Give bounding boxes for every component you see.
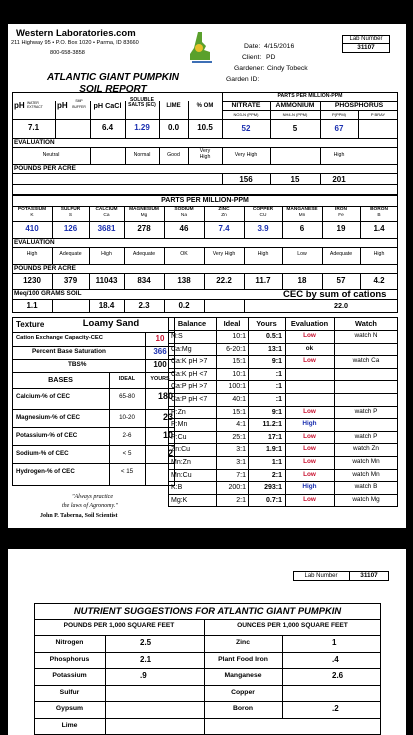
p-sub-bray: P BRAY (370, 112, 386, 117)
cec-sum-value: 22.0 (334, 301, 348, 310)
col-boron: BORON (370, 207, 388, 212)
lbs-phosphorus: 201 (332, 175, 346, 184)
balance-row-evaluation: Low (303, 432, 316, 440)
suggestion-right-name: Boron (232, 705, 253, 712)
balance-row-watch: watch N (354, 332, 378, 339)
col-potassium-symbol: K (30, 213, 34, 218)
balance-header-watch: Watch (355, 319, 377, 328)
balance-header-evaluation: Evaluation (290, 319, 329, 328)
col-lime: LIME (166, 103, 181, 109)
meq-potassium: 1.1 (26, 301, 38, 310)
suggestion-left-value: 2.5 (140, 638, 152, 647)
lbs-nitrate: 156 (239, 175, 253, 184)
eval-sodium: OK (180, 251, 188, 257)
col-copper-symbol: CU (259, 213, 267, 218)
col-phosphorus: PHOSPHORUS (334, 102, 384, 109)
eval-zinc: Very High (212, 251, 236, 257)
balance-row-ideal: 15:1 (232, 408, 246, 416)
right-header: OUNCES PER 1,000 SQUARE FEET (237, 622, 348, 629)
bases-row-yours: 180 (157, 391, 173, 401)
balance-row-evaluation: High (302, 420, 317, 428)
col-zinc: ZINC (218, 207, 230, 212)
balance-row-evaluation: Low (303, 458, 316, 465)
bases-row-label: Sodium-% of CEC (16, 450, 69, 457)
col-sulfur-symbol: S (68, 213, 73, 218)
texture-label: Texture (16, 320, 45, 329)
balance-row-watch: watch B (354, 483, 378, 491)
eval-soluble-salts: Normal (133, 152, 151, 158)
col-zinc-symbol: Zn (221, 213, 227, 218)
suggestion-left-name: Sulfur (59, 688, 80, 696)
col-smp-sub: BUFFER (72, 105, 86, 109)
balance-row-yours: 1.9:1 (266, 446, 282, 454)
gardener-value: Cindy Tobeck (267, 65, 308, 72)
lab-number-label-2: Lab Number (304, 573, 338, 579)
balance-row-watch: watch Mn (352, 458, 380, 465)
col-iron: IRON (335, 207, 347, 212)
suggestion-left-name: Gypsum (55, 705, 84, 712)
suggestion-left-name: Phosphorus (49, 655, 90, 663)
balance-header-yours: Yours (256, 319, 277, 328)
bases-row-label: Hydrogen-% of CEC (16, 468, 75, 475)
balance-row-ideal: 200:1 (228, 484, 246, 492)
balance-row-name: Ca:K pH <7 (171, 370, 208, 378)
col-magnesium: MAGNESIUM (129, 207, 159, 212)
val-soluble-salts: 1.29 (134, 123, 150, 132)
eval-potassium: High (26, 251, 38, 257)
balance-row-yours: 293:1 (264, 484, 282, 492)
col-calcium: CALCIUM (95, 207, 118, 212)
balance-row-watch: watch P (354, 432, 378, 440)
suggestion-right-name: Copper (231, 688, 255, 696)
val-zinc: 7.4 (218, 224, 230, 233)
balance-row-watch: watch Zn (353, 445, 379, 453)
col-sodium-symbol: Na (180, 213, 188, 218)
quote-line2: the laws of Agronomy." (62, 503, 118, 509)
suggestion-right-value: .4 (332, 654, 339, 664)
balance-row-evaluation: Low (303, 445, 316, 453)
eval-lime: Good (167, 152, 180, 158)
lbs-manganese: 18 (297, 276, 307, 285)
col-smp: SMP (75, 99, 83, 103)
val-om: 10.5 (197, 123, 213, 132)
eval-sulfur: Adequate (59, 251, 82, 257)
lbs-copper: 11.7 (255, 276, 271, 285)
col-ph-cacl: pH CaCl (93, 101, 122, 110)
lbs-sodium: 138 (177, 276, 191, 285)
col-boron-symbol: B (377, 213, 381, 218)
col-potassium: POTASSIUM (17, 207, 47, 212)
texture-value: Loamy Sand (82, 318, 140, 329)
val-nitrate: 52 (241, 124, 251, 133)
balance-row-name: Ca:Mg (171, 345, 192, 353)
suggestion-right-value: .2 (332, 704, 339, 713)
meq-label: Meq/100 GRAMS SOIL (14, 290, 82, 297)
eval-nitrate: Very High (234, 152, 258, 158)
balance-row-evaluation: Low (303, 357, 316, 365)
val-phosphorus: 67 (334, 124, 344, 133)
balance-row-name: Mn:Zn (171, 459, 191, 466)
eval-calcium: High (101, 251, 112, 257)
suggestion-left-value: 2.1 (140, 654, 152, 664)
eval-copper: High (257, 251, 269, 257)
lbs-magnesium: 834 (137, 276, 151, 285)
quote-author: John P. Taberna, Soil Scientist (40, 513, 118, 519)
bases-row-ideal: 2-6 (122, 432, 132, 439)
lbs-boron: 4.2 (373, 276, 385, 285)
suggestion-right-value: 1 (332, 638, 337, 647)
balance-row-yours: 1:1 (271, 459, 282, 466)
col-iron-symbol: Fe (338, 213, 344, 218)
col-soluble-salts: SOLUBLE SALTS (EC) (128, 97, 156, 109)
balance-row-ideal: 7:1 (236, 471, 246, 479)
evaluation-label-mid: EVALUATION (14, 239, 55, 246)
val-sulfur: 126 (63, 224, 78, 233)
bases-row-ideal: < 15 (120, 468, 134, 475)
eval-ph: Neutral (42, 152, 60, 158)
suggestion-right-value: 2.6 (332, 671, 344, 680)
eval-magnesium: Adequate (132, 251, 156, 257)
suggestion-left-name: Nitrogen (55, 639, 84, 646)
base-sat-value: 366 (153, 347, 167, 356)
lbs-calcium: 11043 (95, 276, 118, 285)
gardener-label: Gardener: (234, 65, 265, 72)
balance-row-yours: 13:1 (267, 345, 282, 353)
lbs-zinc: 22.2 (216, 276, 232, 285)
client-value: PD (266, 54, 276, 61)
lab-number-value-2: 31107 (360, 572, 378, 579)
suggestion-right-name: Manganese (224, 672, 262, 679)
balance-row-evaluation: ok (305, 344, 314, 352)
cec-sum-label: CEC by sum of cations (283, 289, 387, 300)
balance-row-name: P:Cu (171, 433, 187, 441)
val-boron: 1.4 (373, 224, 385, 233)
cec-capacity-label: Cation Exchange Capacity-CEC (16, 335, 103, 341)
suggestions-title: NUTRIENT SUGGESTIONS FOR ATLANTIC GIANT PUMPKIN (73, 605, 342, 616)
balance-header-ideal: Ideal (223, 319, 241, 328)
bases-row-ideal: < 5 (122, 450, 132, 457)
balance-row-yours: :1 (275, 396, 282, 403)
eval-om: Very High (199, 148, 211, 160)
balance-row-yours: 2:1 (271, 471, 282, 479)
balance-row-ideal: 3:1 (236, 459, 246, 466)
suggestion-left-name: Potassium (52, 672, 87, 679)
val-copper: 3.9 (257, 224, 269, 233)
col-calcium-symbol: Ca (103, 213, 110, 218)
col-sulfur: SULFUR (60, 207, 81, 212)
balance-row-yours: 0.5:1 (266, 333, 282, 340)
balance-row-ideal: 10:1 (232, 370, 246, 378)
balance-row-ideal: 10:1 (232, 333, 246, 340)
balance-row-ideal: 100:1 (228, 383, 246, 391)
balance-header-name: Balance (177, 319, 207, 328)
quote-line1: "Always practice (72, 494, 114, 500)
balance-row-ideal: 40:1 (232, 396, 246, 403)
balance-row-name: Zn:Cu (171, 446, 191, 454)
balance-row-yours: 11.2:1 (262, 421, 282, 429)
meq-magnesium: 2.3 (138, 301, 150, 310)
col-manganese-symbol: Mn (298, 213, 306, 218)
bases-row-yours: 23 (162, 412, 173, 422)
balance-row-yours: :1 (275, 383, 282, 391)
suggestion-left-name: Lime (61, 721, 78, 729)
lab-number-label: Lab Number (349, 36, 383, 42)
report-title: ATLANTIC GIANT PUMPKIN (46, 72, 180, 83)
balance-row-watch: watch P (354, 407, 378, 415)
ammonium-sub: NH4-N (PPM) (282, 112, 308, 117)
yours-header: YOURS (150, 376, 170, 382)
col-sodium: SODIUM (174, 207, 194, 212)
balance-row-name: P:Zn (171, 408, 186, 416)
garden-id-label: Garden ID: (226, 76, 260, 83)
balance-row-name: P:Mn (171, 421, 188, 429)
eval-boron: High (373, 251, 385, 257)
p-sub-ppm: P(PPM) (332, 112, 346, 117)
val-iron: 19 (336, 224, 346, 233)
balance-row-name: Ca:K pH >7 (171, 358, 208, 366)
col-om: % OM (196, 103, 214, 109)
suggestion-right-name: Zinc (236, 639, 250, 646)
bases-header: BASES (48, 375, 73, 384)
meq-calcium: 18.4 (98, 301, 115, 310)
balance-row-evaluation: Low (303, 495, 316, 503)
balance-row-name: Ca:P pH >7 (171, 383, 208, 391)
bases-row-ideal: 10-20 (119, 414, 135, 421)
report-subtitle: SOIL REPORT (79, 84, 147, 95)
balance-row-yours: 9:1 (271, 358, 282, 366)
nitrate-sub: NO3-N (PPM) (233, 112, 259, 117)
evaluation-label-top: EVALUATION (14, 139, 55, 146)
val-calcium: 3681 (97, 224, 116, 233)
balance-row-yours: :1 (275, 370, 282, 378)
balance-row-name: Mg:K (171, 496, 188, 504)
suggestion-left-value: .9 (140, 671, 147, 680)
left-header: POUNDS PER 1,000 SQUARE FEET (63, 622, 175, 629)
val-manganese: 6 (299, 224, 305, 233)
tbs-label: TBS% (68, 361, 87, 368)
balance-row-watch: watch Ca (352, 357, 380, 365)
company-address: 211 Highway 95 • P.O. Box 1020 • Parma, ID 83660 (11, 40, 139, 46)
balance-row-evaluation: Low (303, 470, 316, 478)
col-ph-sub: WATER EXTRACT (27, 101, 43, 109)
bases-row-yours: 2 (167, 448, 173, 458)
client-label: Client: (242, 54, 262, 61)
nutrient-suggestions-page (8, 549, 406, 735)
balance-row-ideal: 15:1 (232, 358, 246, 366)
balance-row-evaluation: Low (303, 407, 316, 415)
val-lime: 0.0 (167, 123, 180, 132)
eval-manganese: Low (297, 251, 307, 257)
date-label: Date: (244, 43, 261, 50)
suggestion-right-name: Plant Food Iron (218, 655, 268, 663)
date-value: 4/15/2016 (264, 43, 295, 50)
bases-row-yours: 10 (162, 430, 173, 440)
balance-row-watch: watch Mn (352, 470, 380, 478)
balance-row-watch: watch Mg (352, 495, 380, 503)
balance-row-ideal: 2:1 (236, 496, 246, 504)
balance-row-ideal: 4:1 (236, 421, 246, 429)
val-potassium: 410 (25, 224, 39, 233)
lbs-sulfur: 379 (63, 276, 78, 285)
balance-row-name: Mn:Cu (171, 471, 192, 479)
col-nitrate: NITRATE (231, 102, 261, 109)
balance-row-yours: 17:1 (267, 433, 282, 441)
lbs-potassium: 1230 (23, 276, 41, 285)
val-magnesium: 278 (137, 224, 151, 233)
ppm-header-top: PARTS PER MILLION-PPM (277, 93, 343, 99)
ppm-header-mid: PARTS PER MILLION-PPM (161, 197, 249, 204)
balance-row-name: Ca:P pH <7 (171, 396, 208, 403)
lbs-label-mid: POUNDS PER ACRE (14, 265, 76, 272)
bases-row-label: Calcium-% of CEC (16, 393, 70, 400)
company-phone: 800-658-3858 (50, 50, 85, 56)
eval-iron: Adequate (329, 251, 353, 257)
bases-row-label: Magnesium-% of CEC (16, 414, 80, 421)
balance-row-yours: 9:1 (271, 408, 282, 416)
lbs-ammonium: 15 (290, 175, 300, 184)
col-smp-ph: pH (57, 101, 68, 110)
balance-row-yours: 0.7:1 (266, 496, 282, 504)
bases-row-label: Potassium-% of CEC (16, 432, 78, 439)
col-magnesium-symbol: Mg (140, 213, 148, 218)
balance-row-ideal: 3:1 (236, 446, 246, 454)
eval-phosphorus: High (333, 152, 345, 158)
bases-row-ideal: 65-80 (119, 393, 135, 400)
balance-row-evaluation: High (302, 483, 317, 491)
val-ph: 7.1 (27, 123, 40, 132)
meq-sodium: 0.2 (178, 301, 190, 310)
balance-row-evaluation: Low (303, 332, 316, 339)
base-sat-label: Percent Base Saturation (32, 348, 106, 355)
idaho-logo (184, 28, 220, 64)
lbs-iron: 57 (336, 276, 346, 285)
tbs-value: 100 (153, 360, 167, 369)
balance-row-name: N:S (171, 333, 183, 340)
lbs-label-top: POUNDS PER ACRE (14, 165, 76, 172)
col-ammonium: AMMONIUM (275, 102, 315, 109)
val-ammonium: 5 (292, 124, 298, 133)
balance-row-name: K:B (171, 484, 183, 492)
col-manganese: MANGANESE (286, 207, 318, 212)
balance-row-ideal: 6-20:1 (226, 345, 246, 353)
lab-number-value: 31107 (357, 44, 375, 51)
val-ph-cacl: 6.4 (101, 123, 114, 132)
col-ph: pH (14, 101, 25, 110)
val-sodium: 46 (179, 224, 189, 233)
balance-row-ideal: 25:1 (232, 433, 246, 441)
col-copper: COPPER (252, 207, 274, 212)
soil-report-page (8, 24, 406, 528)
company-name: Western Laboratories.com (16, 28, 136, 39)
ideal-header: IDEAL (118, 376, 136, 382)
cec-capacity-value: 10 (155, 334, 165, 343)
